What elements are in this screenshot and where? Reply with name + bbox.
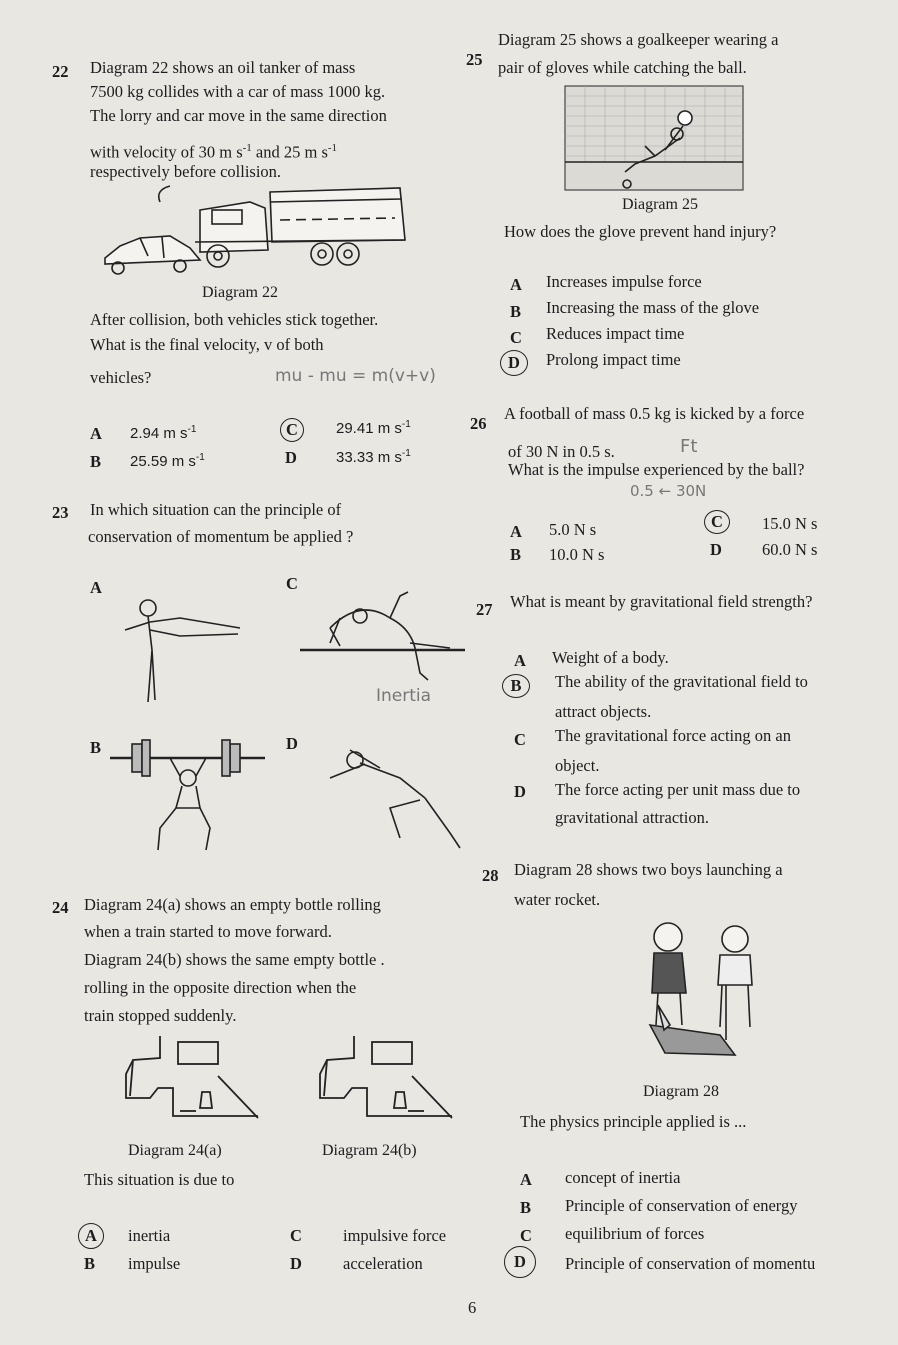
q28-option-b-letter: B — [520, 1198, 532, 1217]
q22-after-3: vehicles? — [90, 368, 152, 387]
q27-option-a-letter: A — [514, 651, 526, 670]
q26-option-b: 10.0 N s — [549, 545, 605, 564]
q22-line-5: respectively before collision. — [90, 162, 282, 181]
q25-option-d: Prolong impact time — [546, 350, 681, 369]
q24-option-d: acceleration — [343, 1254, 423, 1273]
q22-option-b-sup: -1 — [195, 452, 205, 463]
q27-option-c-letter: C — [514, 730, 526, 749]
q24-line-2: when a train started to move forward. — [84, 922, 332, 941]
q25-option-c: Reduces impact time — [546, 324, 685, 343]
q24-line-1: Diagram 24(a) shows an empty bottle rolling — [84, 895, 381, 914]
q23-label-d: D — [286, 734, 298, 753]
q23-number: 23 — [52, 503, 69, 522]
q22-line-3: The lorry and car move in the same direction — [90, 106, 387, 125]
q22-line-4-and: and 25 m s — [255, 142, 328, 162]
page-number: 6 — [468, 1298, 477, 1317]
q27-option-c-line-2: object. — [555, 756, 600, 775]
q28-option-a: concept of inertia — [565, 1168, 681, 1187]
q26-handwriting-ft: Ft — [680, 436, 698, 457]
q23-d-runner-figure — [310, 738, 470, 858]
q23-handwriting: Inertia — [376, 686, 432, 706]
diagram-24b-train-bottle — [312, 1036, 457, 1126]
q27-option-d-letter: D — [514, 782, 526, 801]
q22-option-d-letter: D — [285, 448, 297, 467]
q22-number: 22 — [52, 62, 69, 81]
q24-stem: This situation is due to — [84, 1170, 235, 1189]
q22-line-4-text: with velocity of 30 m s — [90, 142, 243, 162]
q27-option-b-letter: B — [502, 674, 530, 698]
q24-option-b-letter: B — [84, 1254, 96, 1273]
q28-line-1: Diagram 28 shows two boys launching a — [514, 860, 783, 879]
q25-option-b: Increasing the mass of the glove — [546, 298, 760, 317]
q23-line-2: conservation of momentum be applied ? — [88, 527, 354, 546]
q24-option-a-letter: A — [78, 1223, 104, 1249]
q28-number: 28 — [482, 866, 499, 885]
q22-option-b — [130, 452, 205, 470]
q22-option-d-text: 33.33 m s — [336, 449, 402, 466]
q24-option-d-letter: D — [290, 1254, 302, 1273]
q24-option-b: impulse — [128, 1254, 181, 1273]
q24-line-3: Diagram 24(b) shows the same empty bottle . — [84, 950, 385, 969]
q22-sup-1: -1 — [242, 142, 252, 154]
q25-option-a-letter: A — [510, 275, 522, 294]
q25-question: How does the glove prevent hand injury? — [504, 222, 777, 241]
q22-option-a — [130, 424, 196, 442]
q28-option-b: Principle of conservation of energy — [565, 1196, 798, 1215]
q27-option-d-line-1: The force acting per unit mass due to — [555, 780, 801, 799]
q28-line-2: water rocket. — [514, 890, 601, 909]
q23-label-c: C — [286, 574, 298, 593]
q26-line-2: of 30 N in 0.5 s. — [508, 442, 615, 461]
q23-b-weightlifter-figure — [110, 738, 270, 858]
q25-line-1: Diagram 25 shows a goalkeeper wearing a — [498, 30, 779, 49]
q23-line-1: In which situation can the principle of — [90, 500, 342, 519]
q22-line-1: Diagram 22 shows an oil tanker of mass — [90, 58, 356, 77]
q27-option-b-line-2: attract objects. — [555, 702, 652, 721]
q28-option-c: equilibrium of forces — [565, 1224, 705, 1243]
q26-option-a: 5.0 N s — [549, 520, 597, 539]
q26-option-b-letter: B — [510, 545, 522, 564]
q26-option-d-letter: D — [710, 540, 722, 559]
q22-option-d-sup: -1 — [401, 448, 411, 459]
q26-option-c-letter: C — [704, 510, 730, 534]
q25-option-a: Increases impulse force — [546, 272, 702, 291]
q22-option-b-letter: B — [90, 452, 102, 471]
q24-line-4: rolling in the opposite direction when the — [84, 978, 357, 997]
q24-option-a: inertia — [128, 1226, 171, 1245]
diagram-24a-train-bottle — [118, 1036, 263, 1126]
q26-number: 26 — [470, 414, 487, 433]
q26-handwriting-calc: 0.5 ← 30N — [630, 482, 707, 500]
q22-option-b-text: 25.59 m s — [130, 453, 196, 470]
q22-option-c-sup: -1 — [401, 419, 411, 430]
q22-after-1: After collision, both vehicles stick together. — [90, 310, 379, 329]
q22-option-a-sup: -1 — [187, 424, 197, 435]
diagram-25-goalkeeper — [565, 86, 745, 194]
q27-option-c-line-1: The gravitational force acting on an — [555, 726, 791, 745]
q24-option-c: impulsive force — [343, 1226, 447, 1245]
q25-option-c-letter: C — [510, 328, 522, 347]
q28-option-d: Principle of conservation of momentu — [565, 1254, 816, 1273]
q24-option-c-letter: C — [290, 1226, 302, 1245]
diagram-28-water-rocket — [630, 915, 770, 1060]
q24-line-5: train stopped suddenly. — [84, 1006, 237, 1025]
q26-option-a-letter: A — [510, 522, 522, 541]
q22-option-a-text: 2.94 m s — [130, 425, 188, 442]
q25-option-b-letter: B — [510, 302, 522, 321]
q24-number: 24 — [52, 898, 69, 917]
q28-option-d-letter: D — [504, 1246, 536, 1278]
q24-caption-b: Diagram 24(b) — [322, 1142, 417, 1159]
q26-option-d: 60.0 N s — [762, 540, 818, 559]
q28-caption: Diagram 28 — [643, 1083, 719, 1100]
q22-option-d — [336, 448, 411, 466]
q28-option-a-letter: A — [520, 1170, 532, 1189]
q22-sup-2: -1 — [327, 142, 338, 154]
q22-line-4 — [90, 138, 337, 163]
q26-line-3: What is the impulse experienced by the ball? — [508, 460, 805, 479]
q22-option-c — [336, 419, 411, 437]
q22-handwriting: mu - mu = m(v+v) — [275, 366, 436, 386]
q26-option-c: 15.0 N s — [762, 514, 818, 533]
q25-caption: Diagram 25 — [622, 196, 698, 213]
q23-c-high-jump-figure — [300, 588, 470, 698]
q22-option-a-letter: A — [90, 424, 102, 443]
q28-question: The physics principle applied is ... — [520, 1112, 747, 1131]
q25-option-d-letter: D — [500, 350, 528, 376]
q23-a-dancer-figure — [120, 590, 250, 710]
q22-line-2: 7500 kg collides with a car of mass 1000 kg. — [90, 82, 386, 101]
q27-number: 27 — [476, 600, 493, 619]
q22-caption: Diagram 22 — [202, 284, 278, 301]
q27-question: What is meant by gravitational field strength? — [510, 592, 813, 611]
q22-option-c-letter: C — [280, 418, 304, 442]
q27-option-a: Weight of a body. — [552, 648, 669, 667]
q27-option-b-line-1: The ability of the gravitational field to — [555, 672, 808, 691]
q22-after-2: What is the final velocity, v of both — [90, 335, 324, 354]
q23-label-b: B — [90, 738, 102, 757]
q23-label-a: A — [90, 578, 102, 597]
q25-line-2: pair of gloves while catching the ball. — [498, 58, 747, 77]
q28-option-c-letter: C — [520, 1226, 532, 1245]
q27-option-d-line-2: gravitational attraction. — [555, 808, 709, 827]
q25-number: 25 — [466, 50, 483, 69]
q26-line-1: A football of mass 0.5 kg is kicked by a force — [504, 404, 805, 423]
q22-option-c-text: 29.41 m s — [336, 420, 402, 437]
q24-caption-a: Diagram 24(a) — [128, 1142, 222, 1159]
diagram-22-tanker-car — [100, 180, 420, 285]
